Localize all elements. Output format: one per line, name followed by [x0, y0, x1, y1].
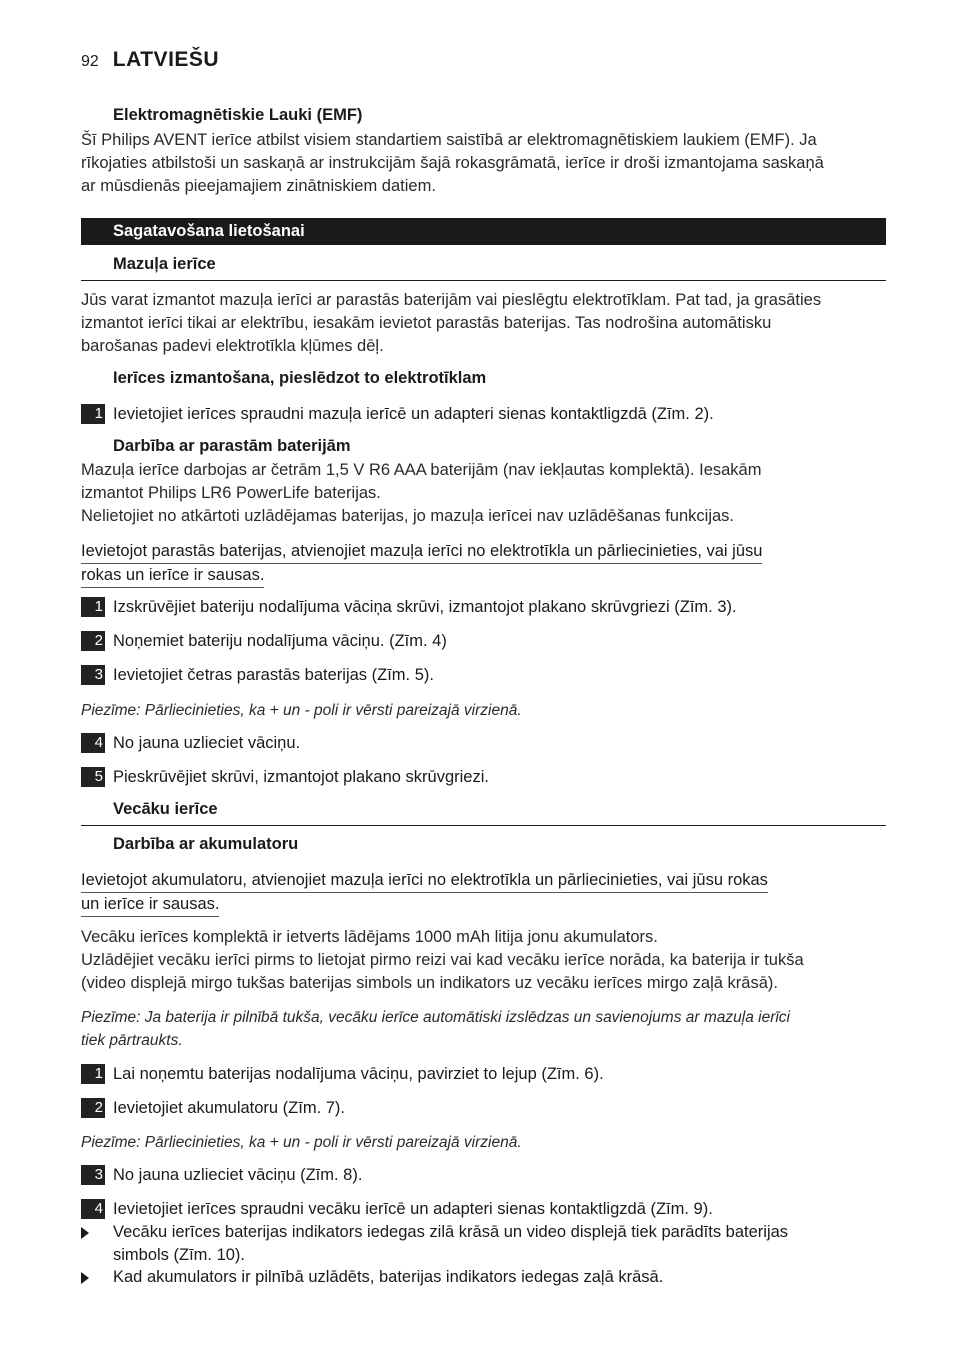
- mains-heading: Ierīces izmantošana, pieslēdzot to elektrotīklam: [113, 369, 487, 387]
- step-number: 2: [81, 631, 105, 651]
- step-text: Ievietojiet ierīces spraudni vecāku ierīcē un adapteri sienas kontaktligzdā (Zīm. 9).: [113, 1200, 713, 1218]
- paragraph-line: barošanas padevi elektrotīkla kļūmes dēļ.: [81, 337, 384, 355]
- step-number: 3: [81, 665, 105, 685]
- heading-rule: [81, 825, 886, 826]
- paragraph-line: izmantot Philips LR6 PowerLife baterijas.: [81, 484, 381, 502]
- bullet-text: [113, 1266, 663, 1289]
- battery-warning: [81, 540, 871, 588]
- paragraph-line: Uzlādējiet vecāku ierīci pirms to lietojat pirmo reizi vai kad vecāku ierīce norāda, ka baterija ir tukša: [81, 951, 804, 969]
- step-number: 4: [81, 1199, 105, 1219]
- heading-rule: [81, 280, 886, 281]
- emf-heading: Elektromagnētiskie Lauki (EMF): [113, 106, 363, 124]
- bullet-arrow-icon: [81, 1272, 89, 1284]
- step-item: [81, 1097, 345, 1120]
- accumulator-warning: [81, 869, 871, 917]
- paragraph-line: Nelietojiet no atkārtoti uzlādējamas baterijas, jo mazuļa ierīcei nav uzlādēšanas funkcijas.: [81, 507, 735, 525]
- battery-heading: Darbība ar parastām baterijām: [113, 437, 351, 455]
- baby-unit-heading: Mazuļa ierīce: [113, 255, 216, 273]
- step-number: 1: [81, 404, 105, 424]
- warning-line: rokas un ierīce ir sausas.: [81, 564, 264, 588]
- emf-line: rīkojaties atbilstoši un saskaņā ar instrukcijām šajā rokasgrāmatā, ierīce ir droši izmantojama saskaņā: [81, 154, 824, 172]
- paragraph-line: (video displejā mirgo tukšas baterijas simbols un indikators uz vecāku ierīces mirgo zaļā krāsā).: [81, 974, 778, 992]
- page-number: 92: [81, 53, 99, 70]
- step-number: 3: [81, 1165, 105, 1185]
- note-text: Piezīme: Pārliecinieties, ka + un - poli ir vērsti pareizajā virzienā.: [81, 1134, 522, 1151]
- emf-line: Šī Philips AVENT ierīce atbilst visiem standartiem saistībā ar elektromagnētiskiem laukiem (EMF). Ja: [81, 131, 817, 149]
- paragraph-line: Vecāku ierīces komplektā ir ietverts lādējams 1000 mAh litija jonu akumulators.: [81, 928, 658, 946]
- step-text: Ievietojiet akumulatoru (Zīm. 7).: [113, 1099, 345, 1117]
- step-item: [81, 732, 300, 755]
- accumulator-paragraph: [81, 926, 871, 995]
- paragraph-line: Mazuļa ierīce darbojas ar četrām 1,5 V R6 AAA baterijām (nav iekļautas komplektā). Iesakām: [81, 461, 762, 479]
- step-item: [81, 403, 714, 426]
- bullet-line: Kad akumulators ir pilnībā uzlādēts, baterijas indikators iedegas zaļā krāsā.: [113, 1268, 664, 1286]
- step-number: 4: [81, 733, 105, 753]
- step-item: [81, 630, 447, 653]
- battery-paragraph: [81, 459, 871, 528]
- bullet-text: [113, 1221, 788, 1267]
- step-text: No jauna uzlieciet vāciņu.: [113, 734, 301, 752]
- bullet-line: simbols (Zīm. 10).: [113, 1246, 246, 1264]
- result-bullet: [81, 1221, 788, 1267]
- step-number: 5: [81, 767, 105, 787]
- step-number: 1: [81, 1064, 105, 1084]
- step-item: [81, 1063, 604, 1086]
- note-line: tiek pārtraukts.: [81, 1032, 183, 1049]
- accumulator-heading: Darbība ar akumulatoru: [113, 835, 299, 853]
- page-header: [81, 48, 219, 72]
- step-text: Lai noņemtu baterijas nodalījuma vāciņu, pavirziet to lejup (Zīm. 6).: [113, 1065, 604, 1083]
- step-number: 2: [81, 1098, 105, 1118]
- bullet-line: Vecāku ierīces baterijas indikators iedegas zilā krāsā un video displejā tiek parādīts baterijas: [113, 1223, 789, 1241]
- step-item: [81, 1164, 362, 1187]
- note-text: Piezīme: Pārliecinieties, ka + un - poli ir vērsti pareizajā virzienā.: [81, 702, 522, 719]
- step-text: Izskrūvējiet bateriju nodalījuma vāciņa skrūvi, izmantojot plakano skrūvgriezi (Zīm. 3).: [113, 598, 737, 616]
- bullet-arrow-icon: [81, 1227, 89, 1239]
- step-item: [81, 596, 737, 619]
- section-heading-bar: [81, 218, 886, 245]
- parent-unit-heading: Vecāku ierīce: [113, 800, 218, 818]
- warning-line: Ievietojot parastās baterijas, atvienojiet mazuļa ierīci no elektrotīkla un pārliecinieties, vai jūsu: [81, 540, 762, 564]
- warning-line: Ievietojot akumulatoru, atvienojiet mazuļa ierīci no elektrotīkla un pārliecinieties, vai jūsu rokas: [81, 869, 768, 893]
- step-number: 1: [81, 597, 105, 617]
- baby-unit-paragraph: [81, 289, 871, 358]
- note-text: [81, 1006, 871, 1052]
- step-item: [81, 664, 434, 687]
- language-title: LATVIEŠU: [112, 48, 220, 71]
- step-text: Noņemiet bateriju nodalījuma vāciņu. (Zīm. 4): [113, 632, 447, 650]
- note-line: Piezīme: Ja baterija ir pilnībā tukša, vecāku ierīce automātiski izslēdzas un savienojums ar mazuļa ierīci: [81, 1009, 790, 1026]
- paragraph-line: izmantot ierīci tikai ar elektrību, iesakām ievietot parastās baterijas. Tas nodrošina automātisku: [81, 314, 772, 332]
- step-item: [81, 1198, 713, 1221]
- step-text: Ievietojiet ierīces spraudni mazuļa ierīcē un adapteri sienas kontaktligzdā (Zīm. 2).: [113, 405, 714, 423]
- step-item: [81, 766, 489, 789]
- step-text: Ievietojiet četras parastās baterijas (Zīm. 5).: [113, 666, 434, 684]
- emf-line: ar mūsdienās pieejamajiem zinātniskiem datiem.: [81, 177, 436, 195]
- section-heading: Sagatavošana lietošanai: [113, 222, 305, 240]
- result-bullet: [81, 1266, 663, 1289]
- warning-line: un ierīce ir sausas.: [81, 893, 219, 917]
- paragraph-line: Jūs varat izmantot mazuļa ierīci ar parastās baterijām vai pieslēgtu elektrotīklam. Pat tad, ja grasāties: [81, 291, 822, 309]
- emf-paragraph: [81, 129, 871, 198]
- step-text: No jauna uzlieciet vāciņu (Zīm. 8).: [113, 1166, 363, 1184]
- step-text: Pieskrūvējiet skrūvi, izmantojot plakano skrūvgriezi.: [113, 768, 489, 786]
